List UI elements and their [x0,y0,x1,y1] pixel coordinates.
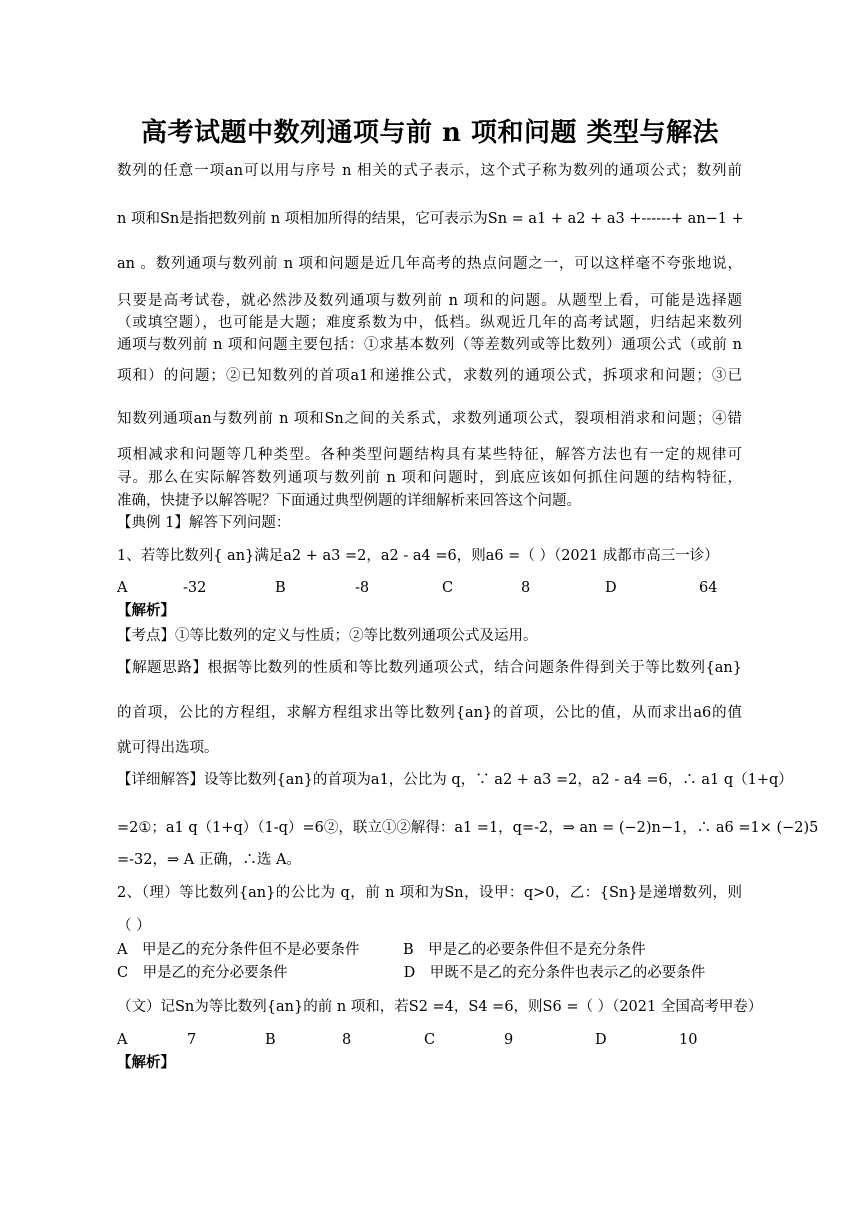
text-line: 只要是高考试卷，就必然涉及数列通项与数列前 n 项和的问题。从题型上看，可能是选择题 [117,293,742,309]
example-heading: 【典例 1】解答下列问题： [117,515,291,531]
option-label: C [424,1032,436,1048]
text-line: =2①；a1 q（1+q）（1-q）=6②，联立①②解得：a1 =1，q=-2，⇒ an = (−2)n−1，∴ a6 =1× (−2)5 [117,820,819,836]
choice-line: A 甲是乙的充分条件但不是必要条件 B 甲是乙的必要条件但不是充分条件 [117,942,646,958]
text-line: 的首项，公比的方程组，求解方程组求出等比数列{an}的首项，公比的值，从而求出a6的值 [117,705,742,721]
question-1: 1、若等比数列{ an}满足a2 + a3 =2，a2 - a4 =6，则a6 =（ ）（2021 成都市高三一诊） [117,548,719,564]
option-value: 8 [342,1032,352,1048]
option-value: -8 [355,580,370,596]
text-line: 项和）的问题；②已知数列的首项a1和递推公式，求数列的通项公式，拆项求和问题；③已 [117,368,742,384]
question-2-wen: （文）记Sn为等比数列{an}的前 n 项和，若S2 =4，S4 =6，则S6 =（ ）（2021 全国高考甲卷） [117,999,763,1015]
key-points: 【考点】①等比数列的定义与性质；②等比数列通项公式及运用。 [117,628,538,644]
page-title: 高考试题中数列通项与前 n 项和问题 类型与解法 [140,118,720,148]
option-value: -32 [183,580,207,596]
options-row-2 [117,1032,742,1052]
option-label: A [117,580,128,596]
question-2: 2、（理）等比数列{an}的公比为 q，前 n 项和为Sn，设甲：q>0，乙：{Sn}是递增数列，则 [117,885,742,901]
text-line: （或填空题），也可能是大题；难度系数为中，低档。纵观近几年的高考试题，归结起来数列 [117,315,742,331]
text-line: （ ） [117,918,151,934]
analysis-heading: 【解析】 [117,1054,175,1071]
text-line: =-32，⇒ A 正确，∴选 A。 [117,852,301,868]
detailed-answer: 【详细解答】设等比数列{an}的首项为a1，公比为 q，∵ a2 + a3 =2，a2 - a4 =6，∴ a1 q（1+q） [117,772,793,788]
text-line: 就可得出选项。 [117,740,219,756]
option-value: 8 [521,580,531,596]
text-line: 通项与数列前 n 项和问题主要包括：①求基本数列（等差数列或等比数列）通项公式（或前 n [117,337,742,353]
text-line: an 。数列通项与数列前 n 项和问题是近几年高考的热点问题之一，可以这样毫不夸张地说， [117,256,742,272]
option-value: 64 [699,580,718,596]
option-label: C [442,580,454,596]
text-line: 项相减求和问题等几种类型。各种类型问题结构具有某些特征，解答方法也有一定的规律可 [117,447,742,463]
option-label: B [275,580,286,596]
text-line: n 项和Sn是指把数列前 n 项相加所得的结果，它可表示为Sn = a1 + a2 + a3 +------+ an−1 + [117,211,744,227]
analysis-heading: 【解析】 [117,602,175,619]
option-label: D [595,1032,607,1048]
option-value: 9 [504,1032,514,1048]
solution-idea: 【解题思路】根据等比数列的性质和等比数列通项公式，结合问题条件得到关于等比数列{an} [117,660,742,676]
text-line: 寻。那么在实际解答数列通项与数列前 n 项和问题时，到底应该如何抓住问题的结构特征， [117,470,742,486]
option-label: B [265,1032,276,1048]
text-line: 知数列通项an与数列前 n 项和Sn之间的关系式，求数列通项公式，裂项相消求和问题；④错 [117,411,742,427]
option-value: 7 [187,1032,197,1048]
option-value: 10 [679,1032,698,1048]
text-line: 准确，快捷予以解答呢？下面通过典型例题的详细解析来回答这个问题。 [117,493,581,509]
option-label: D [605,580,617,596]
choice-line: C 甲是乙的充分必要条件 D 甲既不是乙的充分条件也表示乙的必要条件 [117,965,706,981]
option-label: A [117,1032,128,1048]
text-line: 数列的任意一项an可以用与序号 n 相关的式子表示，这个式子称为数列的通项公式；数列前 [117,163,742,179]
options-row-1 [117,580,742,600]
